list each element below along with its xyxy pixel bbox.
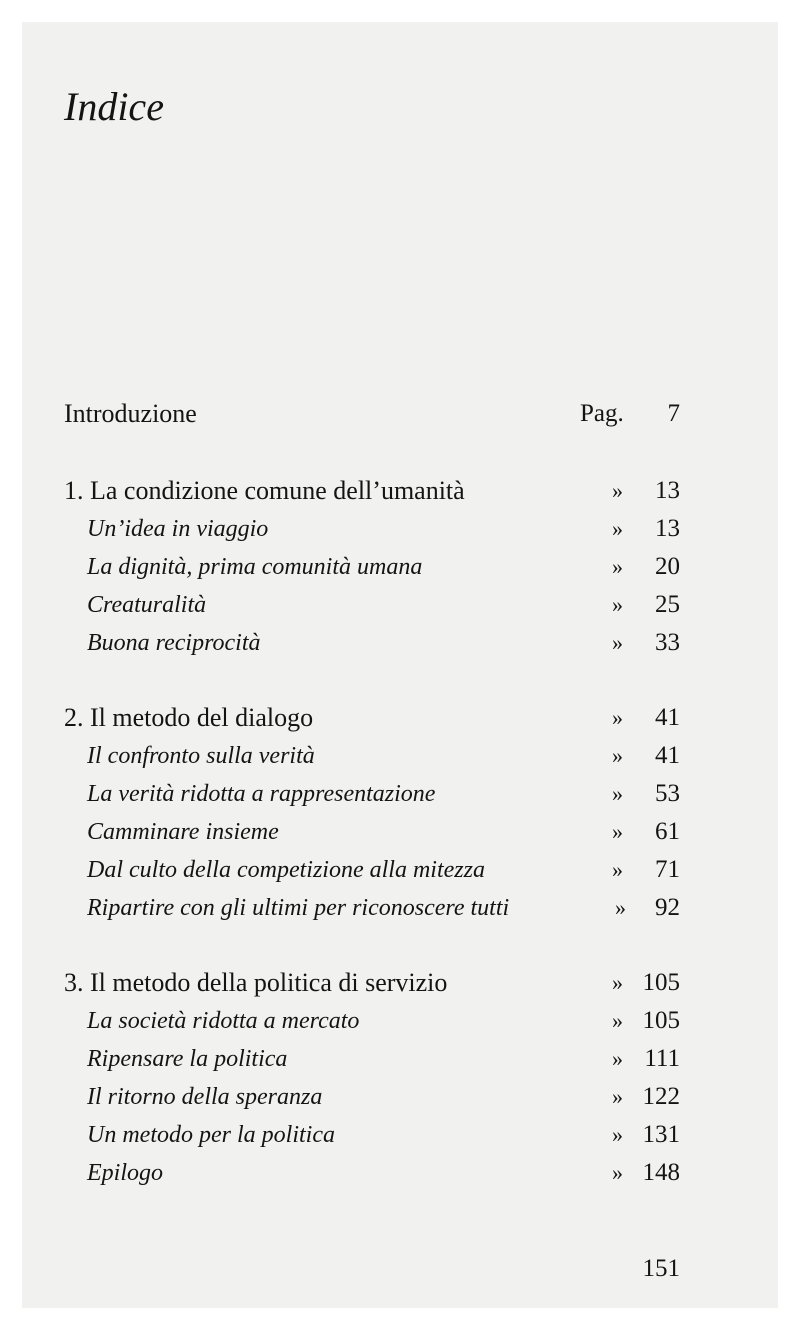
toc-section xyxy=(0,889,800,927)
toc-chapter-3 xyxy=(0,964,800,1002)
page-number: 105 xyxy=(642,1007,680,1034)
ditto-mark: » xyxy=(612,1122,623,1147)
toc-section xyxy=(0,1040,800,1078)
toc-section xyxy=(0,775,800,813)
page-number: 53 xyxy=(655,780,680,807)
section-title: Il ritorno della speranza xyxy=(87,1084,323,1110)
page-number: 33 xyxy=(655,629,680,656)
section-title: Creaturalità xyxy=(87,592,207,618)
page-number: 61 xyxy=(655,818,680,845)
page-folio-number: 151 xyxy=(642,1255,680,1282)
ditto-mark: » xyxy=(612,970,623,995)
toc-section xyxy=(0,1116,800,1154)
page-number: 105 xyxy=(642,969,680,996)
page-title: Indice xyxy=(64,84,164,129)
section-title: Un’idea in viaggio xyxy=(87,516,269,542)
ditto-mark: » xyxy=(612,1046,623,1071)
page-number: 122 xyxy=(642,1083,680,1110)
page-prefix: Pag. xyxy=(580,400,624,427)
ditto-mark: » xyxy=(612,630,623,655)
section-title: Ripensare la politica xyxy=(87,1046,288,1072)
page-number: 7 xyxy=(667,400,680,427)
ditto-mark: » xyxy=(612,705,623,730)
ditto-mark: » xyxy=(612,554,623,579)
chapter-title: 3. Il metodo della politica di servizio xyxy=(64,968,448,997)
page-number: 41 xyxy=(655,742,680,769)
section-title: Un metodo per la politica xyxy=(87,1122,335,1148)
toc-entry-label: Introduzione xyxy=(64,399,197,428)
ditto-mark: » xyxy=(612,592,623,617)
toc-chapter-1 xyxy=(0,472,800,510)
toc-section xyxy=(0,1154,800,1192)
toc-entry-introduction xyxy=(0,395,800,433)
toc-chapter-2 xyxy=(0,699,800,737)
section-title: La dignità, prima comunità umana xyxy=(87,554,423,580)
toc-section xyxy=(0,1078,800,1116)
toc-section xyxy=(0,624,800,662)
section-title: La società ridotta a mercato xyxy=(87,1008,360,1034)
ditto-mark: » xyxy=(612,478,623,503)
chapter-title: 2. Il metodo del dialogo xyxy=(64,703,314,732)
page-number: 41 xyxy=(655,704,680,731)
toc-section xyxy=(0,548,800,586)
ditto-mark: » xyxy=(612,781,623,806)
section-title: Buona reciprocità xyxy=(87,630,261,656)
section-title: La verità ridotta a rappresentazione xyxy=(87,781,436,807)
toc-section xyxy=(0,813,800,851)
section-title: Ripartire con gli ultimi per riconoscere tutti xyxy=(87,895,510,921)
chapter-title: 1. La condizione comune dell’umanità xyxy=(64,476,465,505)
page-number: 148 xyxy=(642,1159,680,1186)
section-title: Il confronto sulla verità xyxy=(87,743,315,769)
page-number: 71 xyxy=(655,856,680,883)
page-number: 111 xyxy=(644,1045,680,1072)
toc-section xyxy=(0,1002,800,1040)
section-title: Epilogo xyxy=(87,1160,163,1186)
toc-section xyxy=(0,510,800,548)
section-title: Camminare insieme xyxy=(87,819,279,845)
ditto-mark: » xyxy=(612,857,623,882)
page-number: 92 xyxy=(655,894,680,921)
ditto-mark: » xyxy=(612,743,623,768)
ditto-mark: » xyxy=(612,1160,623,1185)
ditto-mark: » xyxy=(612,819,623,844)
ditto-mark: » xyxy=(612,1084,623,1109)
ditto-mark: » xyxy=(615,895,626,920)
page-number: 13 xyxy=(655,477,680,504)
page-number: 13 xyxy=(655,515,680,542)
section-title: Dal culto della competizione alla mitezza xyxy=(87,857,485,883)
toc-section xyxy=(0,586,800,624)
toc-section xyxy=(0,851,800,889)
page-number: 131 xyxy=(642,1121,680,1148)
page-number: 25 xyxy=(655,591,680,618)
toc-section xyxy=(0,737,800,775)
page-number: 20 xyxy=(655,553,680,580)
ditto-mark: » xyxy=(612,516,623,541)
ditto-mark: » xyxy=(612,1008,623,1033)
